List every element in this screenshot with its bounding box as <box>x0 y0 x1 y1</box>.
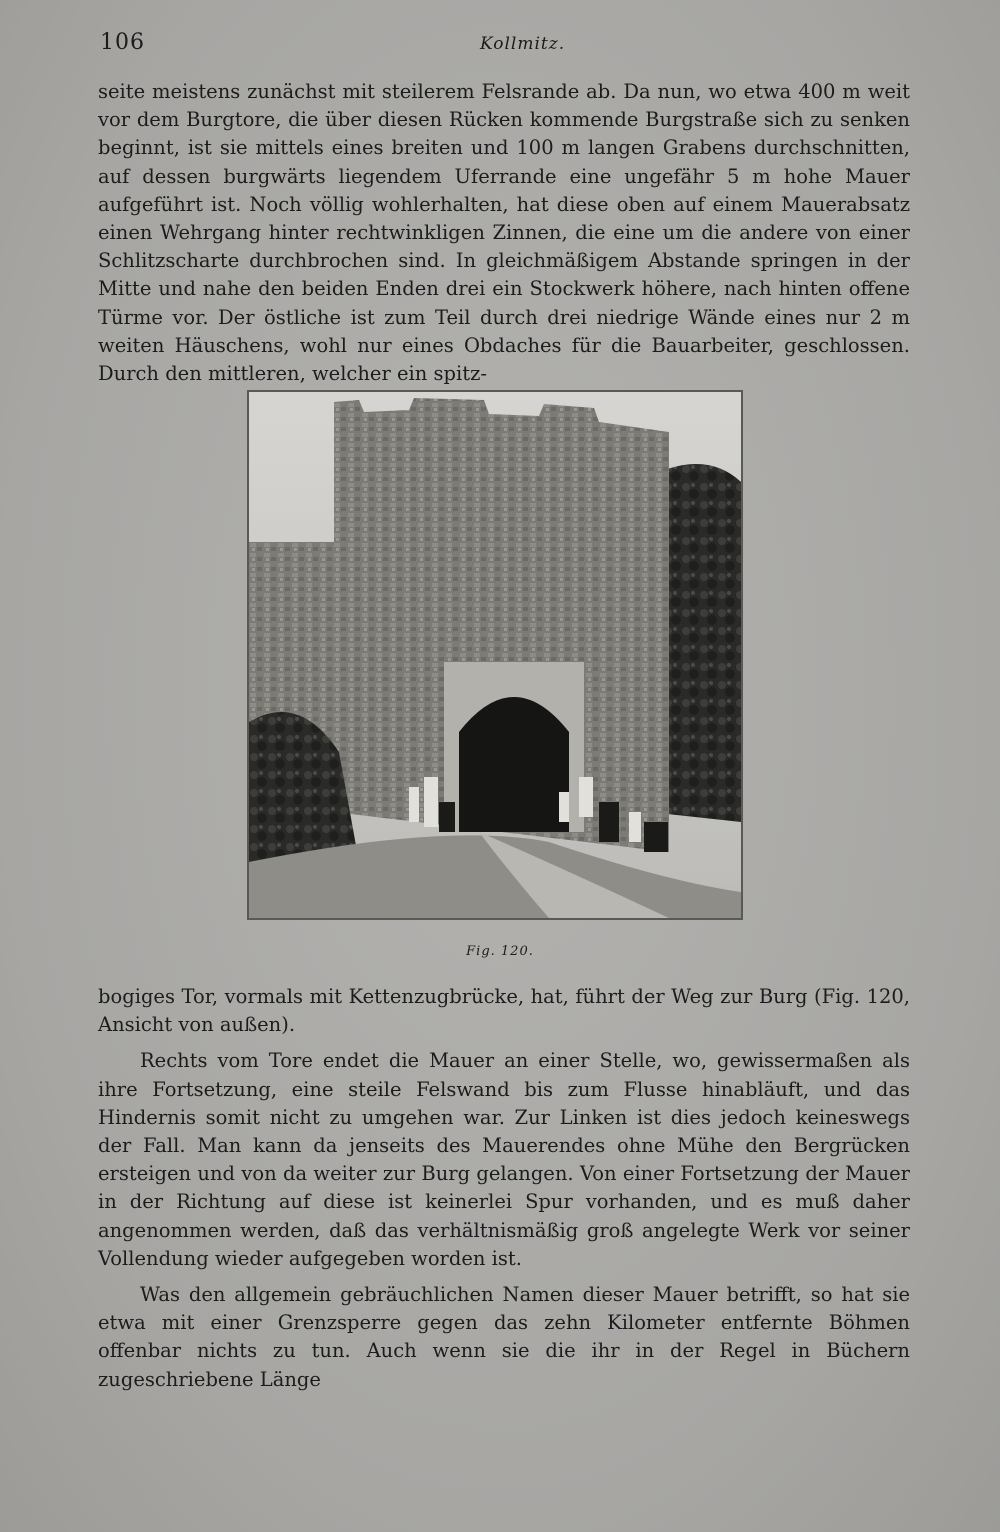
paragraph: seite meistens zunächst mit steilerem Felsrande ab. Da nun, wo etwa 400 m weit vor dem Burgtore, die über diesen Rücken kommende Burgstraße sich zu senken beginnt, ist sie mittels eines breiten und 100 m langen Grabens durchschnitten, auf dessen burgwärts liegendem Uferrande eine ungefähr 5 m hohe Mauer aufgeführt ist. Noch völlig wohlerhalten, hat diese oben auf einem Mauerabsatz einen Wehrgang hinter rechtwinkligen Zinnen, die eine um die andere von einer Schlitzscharte durchbrochen sind. In gleichmäßigem Abstande springen in der Mitte und nahe den beiden Enden drei ein Stockwerk höhere, nach hinten offene Türme vor. Der östliche ist zum Teil durch drei niedrige Wände eines nur 2 m weiten Häuschens, wohl nur eines Obdaches für die Bauarbeiter, geschlossen. Durch den mittleren, welcher ein spitz- <box>98 80 910 386</box>
figure-photo <box>247 390 743 920</box>
figure-caption: Fig. 120. <box>466 944 534 959</box>
paragraph: Rechts vom Tore endet die Mauer an einer Stelle, wo, gewissermaßen als ihre Fortsetzung, eine steile Felswand bis zum Flusse hinabläuft, und das Hindernis somit nicht zu umgehen war. Zur Linken ist dies jedoch keineswegs der Fall. Man kann da jenseits des Mauerendes ohne Mühe den Bergrücken ersteigen und von da weiter zur Burg gelangen. Von einer Fortsetzung der Mauer in der Richtung auf diese ist keinerlei Spur vorhanden, und es muß daher angenommen werden, daß das verhältnismäßig groß angelegte Werk vor seiner Vollendung wieder aufgegeben worden ist. <box>98 1049 910 1270</box>
paragraph: Was den allgemein gebräuchlichen Namen dieser Mauer betrifft, so hat sie etwa mit einer Grenzsperre gegen das zehn Kilometer entfernte Böhmen offenbar nichts zu tun. Auch wenn sie die ihr in der Regel in Büchern zugeschriebene Länge <box>98 1283 910 1391</box>
running-head: Kollmitz. <box>480 34 566 54</box>
text-block-top <box>98 78 910 388</box>
page-number: 106 <box>100 30 145 55</box>
paragraph: bogiges Tor, vormals mit Kettenzugbrücke, hat, führt der Weg zur Burg (Fig. 120, Ansicht von außen). <box>98 985 910 1037</box>
photo-gate-tower <box>249 392 741 918</box>
page-header <box>100 30 900 60</box>
text-block-bottom <box>98 983 910 1394</box>
